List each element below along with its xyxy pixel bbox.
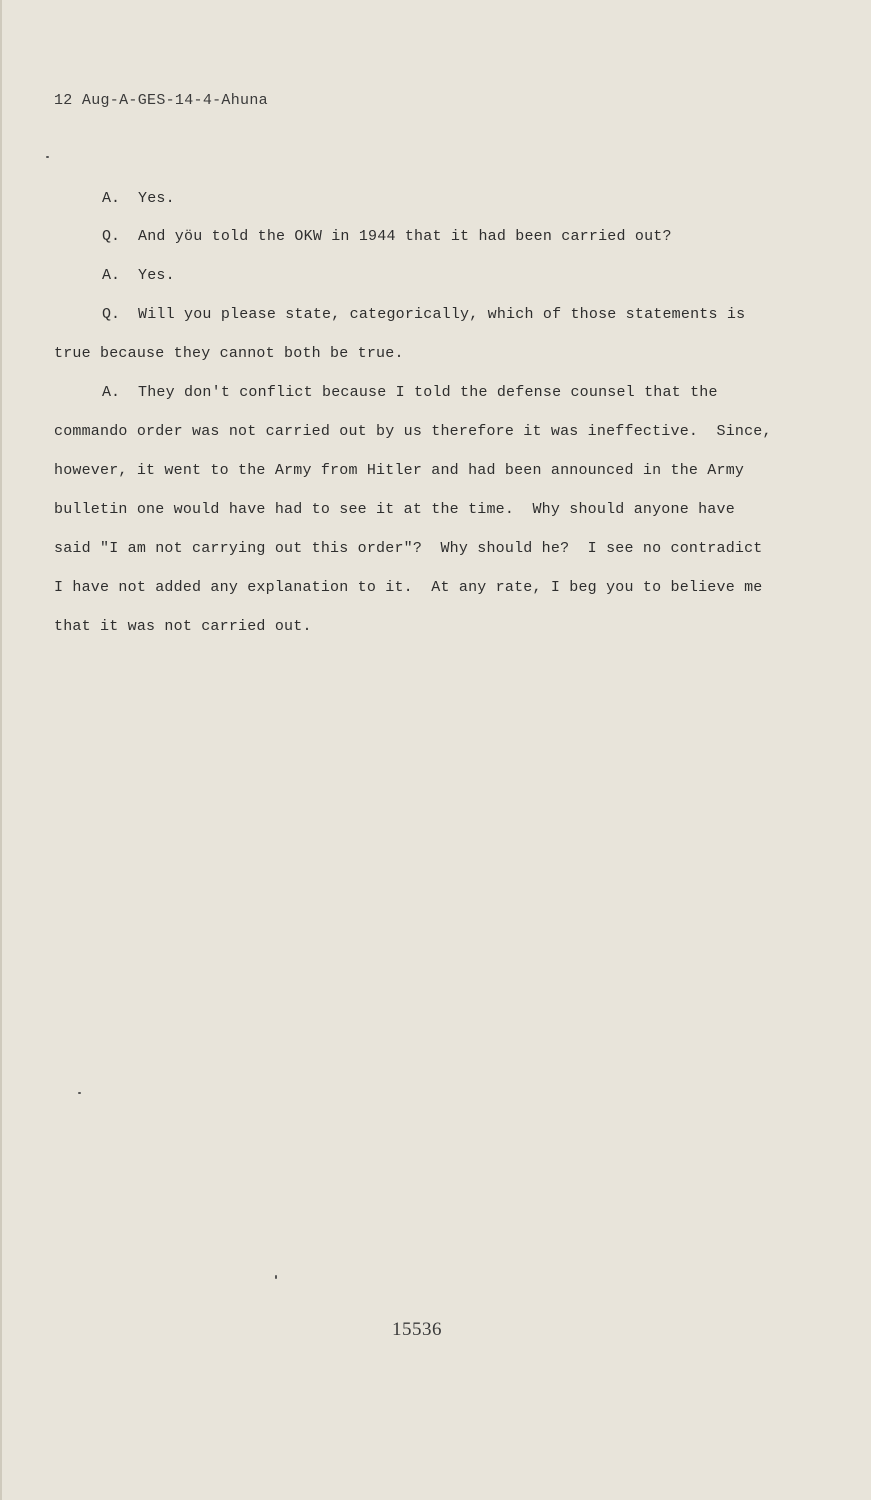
transcript-line: however, it went to the Army from Hitler and had been announced in the Army xyxy=(54,462,745,479)
transcript-line: Yes. xyxy=(138,190,175,207)
transcript-line: that it was not carried out. xyxy=(54,618,312,635)
transcript-line: bulletin one would have had to see it at the time. Why should anyone have xyxy=(54,501,735,518)
transcript-line: Will you please state, categorically, which of those statements is xyxy=(138,306,746,323)
speaker-marker: A. xyxy=(102,267,121,284)
transcript-line: commando order was not carried out by us therefore it was ineffective. Since, xyxy=(54,423,772,440)
ink-speck xyxy=(275,1275,277,1279)
transcript-line: They don't conflict because I told the defense counsel that the xyxy=(138,384,718,401)
transcript-line: said "I am not carrying out this order"? Why should he? I see no contradict xyxy=(54,540,763,557)
transcript-line: true because they cannot both be true. xyxy=(54,345,404,362)
transcript-line: And yöu told the OKW in 1944 that it had been carried out? xyxy=(138,228,672,245)
speaker-marker: A. xyxy=(102,190,121,207)
speaker-marker: A. xyxy=(102,384,121,401)
transcript-line: I have not added any explanation to it. At any rate, I beg you to believe me xyxy=(54,579,763,596)
ink-speck xyxy=(78,1092,81,1094)
speaker-marker: Q. xyxy=(102,306,121,323)
transcript-line: Yes. xyxy=(138,267,175,284)
ink-speck xyxy=(46,156,49,158)
document-reference: 12 Aug-A-GES-14-4-Ahuna xyxy=(54,92,268,109)
page-number: 15536 xyxy=(392,1319,442,1340)
speaker-marker: Q. xyxy=(102,228,121,245)
